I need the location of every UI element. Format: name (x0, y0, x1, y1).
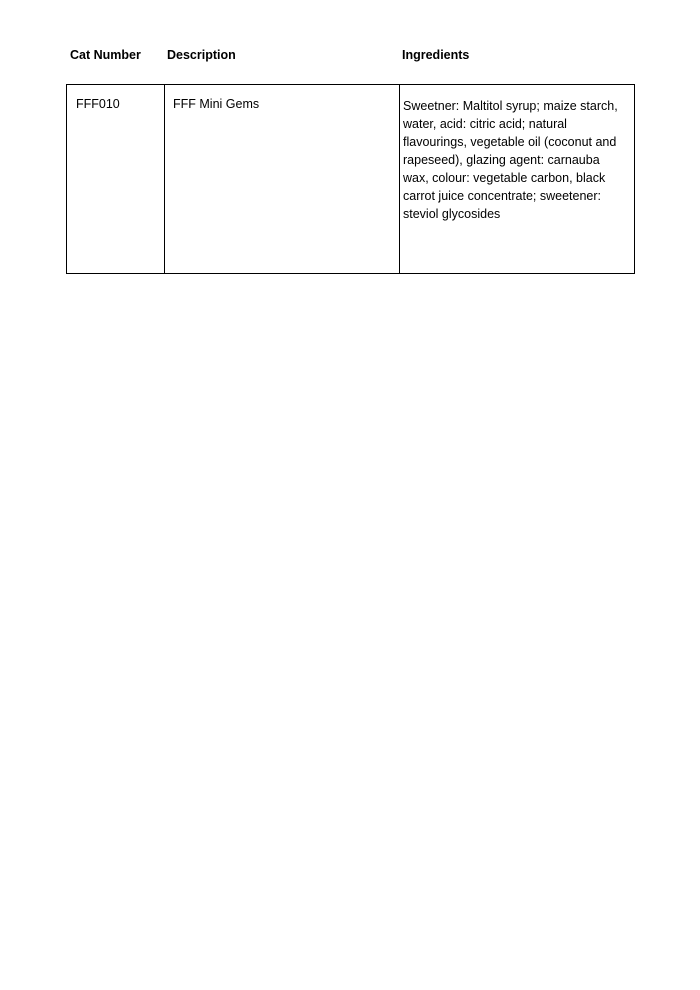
ingredients-value: Sweetner: Maltitol syrup; maize starch, water, acid: citric acid; natural flavourings, vegetable oil (coconut and rapeseed), glazing agent: carnauba wax, colour: vegetable carbon, black carrot juice concentrate; sweetener: steviol glycosides (403, 99, 618, 221)
cell-description (165, 85, 400, 274)
header-cat-number: Cat Number (70, 48, 141, 62)
cell-cat-number (67, 85, 165, 274)
cell-ingredients (400, 85, 635, 274)
header-ingredients: Ingredients (402, 48, 470, 62)
table-row (67, 85, 635, 274)
description-value: FFF Mini Gems (173, 97, 260, 111)
header-description: Description (167, 48, 236, 62)
cat-number-value: FFF010 (76, 97, 120, 111)
product-table (66, 84, 635, 274)
